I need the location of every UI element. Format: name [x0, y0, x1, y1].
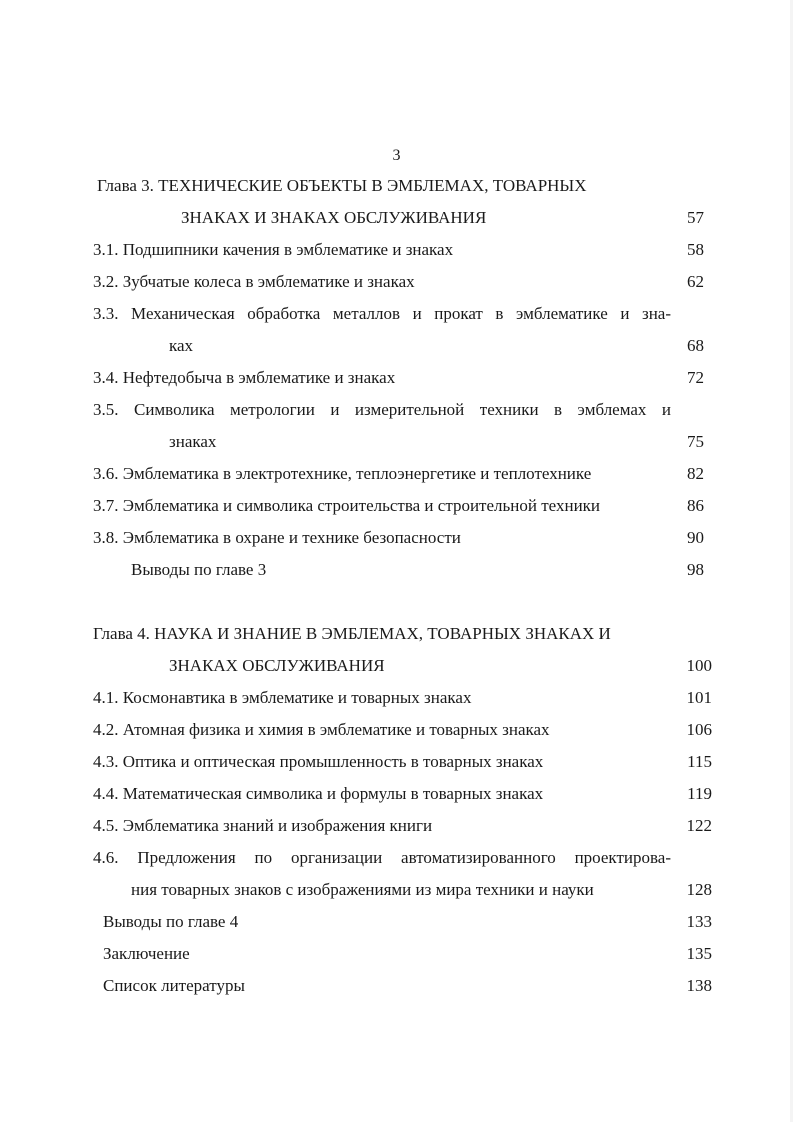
- chapter3-heading-page: 57: [687, 208, 704, 227]
- toc-entry-4-2: 4.2. Атомная физика и химия в эмблематике и товарных знаках: [93, 720, 550, 739]
- toc-page-3-4: 72: [687, 368, 704, 387]
- toc-page-3-6: 82: [687, 464, 704, 483]
- chapter3-conclusions: Выводы по главе 3: [131, 560, 267, 579]
- toc-page-4-6: 128: [686, 880, 712, 899]
- toc-entry-3-7: 3.7. Эмблематика и символика строительства и строительной техники: [93, 496, 601, 515]
- toc-entry-conclusion: Заключение: [103, 944, 190, 963]
- toc-page-3-5: 75: [687, 432, 704, 451]
- chapter4-conclusions: Выводы по главе 4: [103, 912, 239, 931]
- chapter4-heading-line2: ЗНАКАХ ОБСЛУЖИВАНИЯ: [169, 656, 385, 675]
- chapter3-heading-line2: ЗНАКАХ И ЗНАКАХ ОБСЛУЖИВАНИЯ: [181, 208, 487, 227]
- toc-page-4-3: 115: [687, 752, 712, 771]
- toc-entry-4-3: 4.3. Оптика и оптическая промышленность в товарных знаках: [93, 752, 544, 771]
- toc-entry-4-1: 4.1. Космонавтика в эмблематике и товарных знаках: [93, 688, 472, 707]
- toc-entry-bibliography: Список литературы: [103, 976, 245, 995]
- toc-entry-4-4: 4.4. Математическая символика и формулы в товарных знаках: [93, 784, 544, 803]
- toc-entry-4-5: 4.5. Эмблематика знаний и изображения книги: [93, 816, 433, 835]
- toc-entry-4-6: 4.6. Предложения по организации автоматизированного проектирова-: [93, 848, 671, 867]
- toc-page-4-2: 106: [686, 720, 712, 739]
- toc-entry-3-1: 3.1. Подшипники качения в эмблематике и знаках: [93, 240, 454, 259]
- toc-entry-3-4: 3.4. Нефтедобыча в эмблематике и знаках: [93, 368, 396, 387]
- toc-page-4-5: 122: [686, 816, 712, 835]
- toc-page-4-1: 101: [686, 688, 712, 707]
- chapter3-heading-line1: Глава 3. ТЕХНИЧЕСКИЕ ОБЪЕКТЫ В ЭМБЛЕМАХ, ТОВАРНЫХ: [97, 176, 587, 195]
- toc-page-conclusion: 135: [686, 944, 712, 963]
- toc-page-3-3: 68: [687, 336, 704, 355]
- chapter3-conclusions-page: 98: [687, 560, 704, 579]
- chapter4-conclusions-page: 133: [686, 912, 712, 931]
- toc-entry-3-3: 3.3. Механическая обработка металлов и прокат в эмблематике и зна-: [93, 304, 671, 323]
- toc-entry-3-8: 3.8. Эмблематика в охране и технике безопасности: [93, 528, 461, 547]
- toc-entry-4-6-cont: ния товарных знаков с изображениями из мира техники и науки: [131, 880, 594, 899]
- toc-page-bibliography: 138: [686, 976, 712, 995]
- chapter4-heading-line1: Глава 4. НАУКА И ЗНАНИЕ В ЭМБЛЕМАХ, ТОВАРНЫХ ЗНАКАХ И: [93, 624, 611, 643]
- toc-entry-3-6: 3.6. Эмблематика в электротехнике, теплоэнергетике и теплотехнике: [93, 464, 592, 483]
- toc-entry-3-2: 3.2. Зубчатые колеса в эмблематике и знаках: [93, 272, 415, 291]
- toc-page-4-4: 119: [687, 784, 712, 803]
- toc-page-3-2: 62: [687, 272, 704, 291]
- page-number: 3: [392, 147, 401, 164]
- toc-entry-3-5: 3.5. Символика метрологии и измерительной техники в эмблемах и: [93, 400, 671, 419]
- toc-page-3-1: 58: [687, 240, 704, 259]
- toc-page-3-8: 90: [687, 528, 704, 547]
- chapter4-heading-page: 100: [686, 656, 712, 675]
- toc-page-3-7: 86: [687, 496, 704, 515]
- toc-entry-3-3-cont: ках: [169, 336, 194, 355]
- toc-entry-3-5-cont: знаках: [169, 432, 217, 451]
